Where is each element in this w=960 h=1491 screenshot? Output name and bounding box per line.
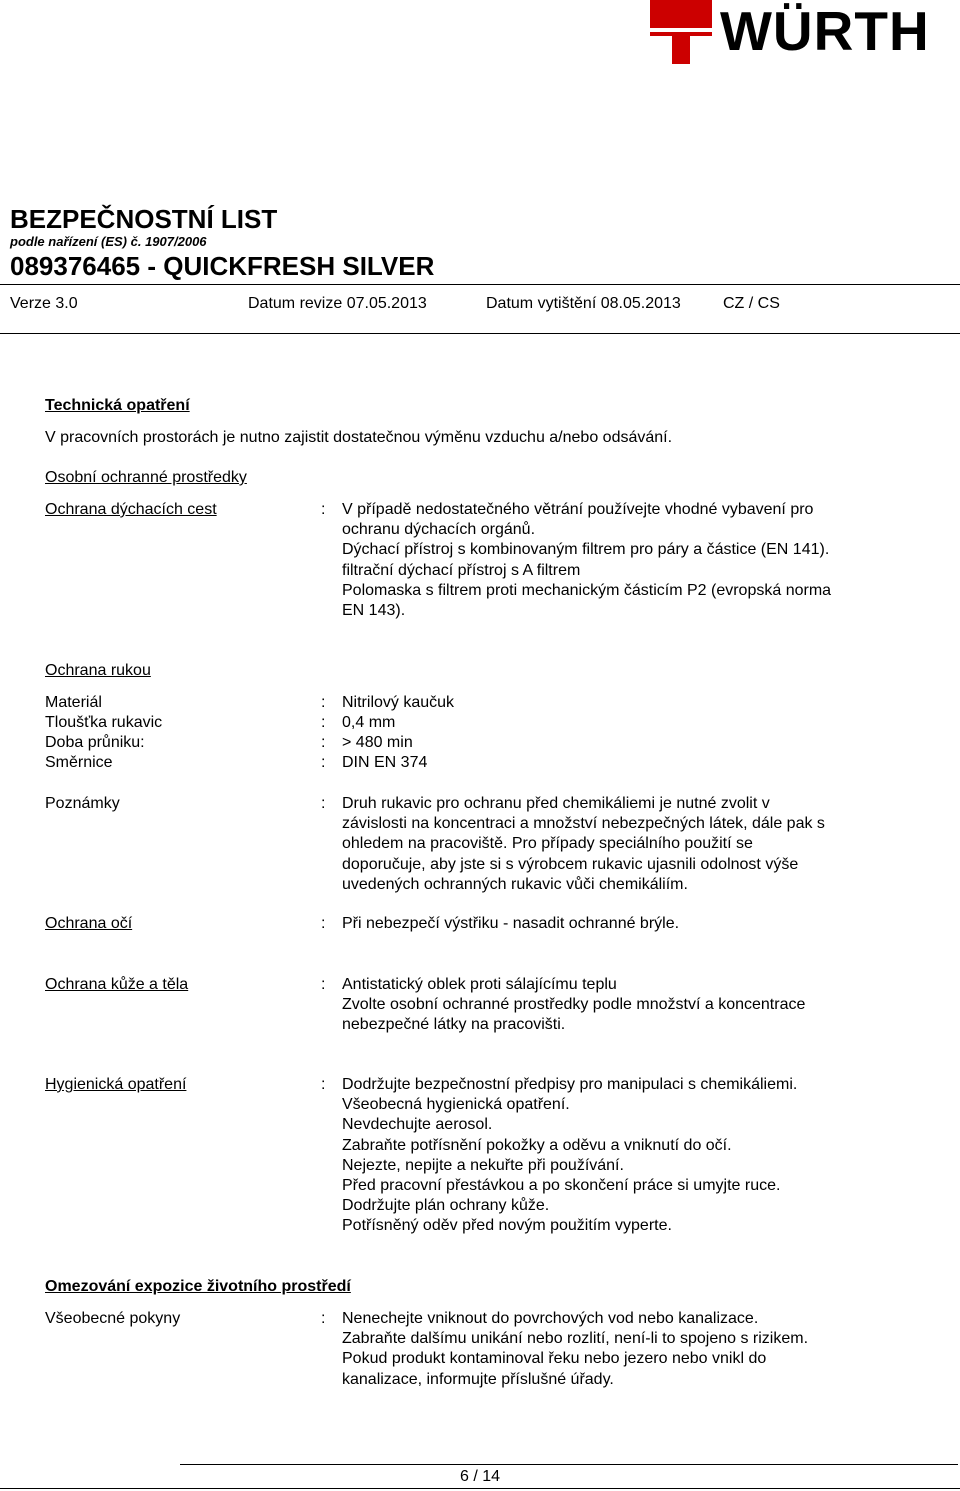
general-advice-line: Pokud produkt kontaminoval řeku nebo jezero nebo vnikl do: [342, 1350, 767, 1368]
respiratory-line: Polomaska s filtrem proti mechanickým částicím P2 (evropská norma: [342, 581, 832, 599]
glove-material-label: Materiál: [45, 694, 102, 711]
respiratory-line: ochranu dýchacích orgánů.: [342, 521, 536, 539]
skin-protection-colon: :: [321, 976, 326, 993]
respiratory-line: EN 143).: [342, 602, 406, 620]
eye-protection-value: Při nebezpečí výstřiku - nasadit ochranné brýle.: [342, 915, 680, 932]
hygiene-measures-value: [342, 1075, 942, 1237]
glove-notes-line: Druh rukavic pro ochranu před chemikáliemi je nutné zvolit v: [342, 795, 770, 812]
revision-date: Datum revize 07.05.2013: [248, 295, 427, 312]
respiratory-line: V případě nedostatečného větrání používejte vhodné vybavení pro: [342, 501, 814, 518]
ppe-heading: Osobní ochranné prostředky: [45, 469, 247, 486]
general-advice-line: Nenechejte vniknout do povrchových vod nebo kanalizace.: [342, 1310, 759, 1327]
glove-notes-value: [342, 794, 942, 895]
respiratory-protection-value: [342, 500, 942, 621]
general-advice-line: Zabraňte dalšímu unikání nebo rozlití, není-li to spojeno s rizikem.: [342, 1330, 809, 1348]
hygiene-line: Dodržujte bezpečnostní předpisy pro manipulaci s chemikáliemi.: [342, 1076, 798, 1093]
glove-notes-line: uvedených ochranných rukavic vůči chemikáliím.: [342, 875, 688, 893]
hygiene-line: Nevdechujte aerosol.: [342, 1116, 493, 1134]
directive-label: Směrnice: [45, 754, 113, 771]
hand-protection-heading: Ochrana rukou: [45, 662, 151, 679]
respiratory-protection-label: Ochrana dýchacích cest: [45, 501, 217, 518]
hygiene-line: Před pracovní přestávkou a po skončení práce si umyjte ruce.: [342, 1177, 781, 1195]
skin-protection-value: [342, 975, 942, 1036]
footer-divider-bottom: [0, 1488, 960, 1489]
glove-material-value: Nitrilový kaučuk: [342, 694, 455, 711]
glove-thickness-label: Tloušťka rukavic: [45, 714, 163, 731]
hygiene-line: Zabraňte potřísnění pokožky a oděvu a vniknutí do očí.: [342, 1136, 732, 1154]
technical-measures-heading: Technická opatření: [45, 397, 190, 414]
glove-notes-line: závislosti na koncentraci a množství nebezpečných látek, dále pak s: [342, 815, 825, 833]
directive-colon: :: [321, 754, 326, 771]
general-advice-colon: :: [321, 1310, 326, 1327]
glove-notes-label: Poznámky: [45, 795, 120, 812]
respiratory-line: Dýchací přístroj s kombinovaným filtrem pro páry a částice (EN 141).: [342, 541, 830, 559]
footer-divider: [180, 1464, 958, 1465]
wurth-logo: [650, 0, 958, 66]
locale-label: CZ / CS: [723, 295, 780, 312]
version-label: Verze 3.0: [10, 295, 78, 312]
glove-notes-line: doporučuje, aby jste si s výrobcem rukavic ujasnili odolnost výše: [342, 855, 799, 873]
glove-material-colon: :: [321, 694, 326, 711]
hygiene-measures-label: Hygienická opatření: [45, 1076, 187, 1093]
print-date: Datum vytištění 08.05.2013: [486, 295, 681, 312]
wurth-logo-mark-icon: [650, 0, 712, 64]
general-advice-value: [342, 1309, 942, 1390]
hygiene-line: Potřísněný oděv před novým použitím vyperte.: [342, 1217, 672, 1235]
hygiene-line: Všeobecná hygienická opatření.: [342, 1096, 570, 1114]
technical-measures-text: V pracovních prostorách je nutno zajistit dostatečnou výměnu vzduchu a/nebo odsávání.: [45, 429, 673, 446]
hygiene-line: Nejezte, nepijte a nekuřte při používání.: [342, 1156, 624, 1174]
eye-protection-colon: :: [321, 915, 326, 932]
skin-protection-label: Ochrana kůže a těla: [45, 976, 189, 993]
glove-notes-line: ohledem na pracoviště. Pro případy speciálního použití se: [342, 835, 753, 853]
respiratory-line: filtrační dýchací přístroj s A filtrem: [342, 561, 581, 579]
page-number: 6 / 14: [459, 1468, 501, 1485]
glove-notes-colon: :: [321, 795, 326, 812]
skin-protection-line: nebezpečné látky na pracovišti.: [342, 1016, 566, 1034]
skin-protection-line: Zvolte osobní ochranné prostředky podle množství a koncentrace: [342, 996, 806, 1014]
document-title: BEZPEČNOSTNÍ LIST: [10, 204, 278, 234]
glove-thickness-colon: :: [321, 714, 326, 731]
product-name: 089376465 - QUICKFRESH SILVER: [10, 251, 435, 281]
environmental-exposure-heading: Omezování expozice životního prostředí: [45, 1278, 351, 1295]
breakthrough-time-value: > 480 min: [342, 734, 413, 751]
header-divider-bottom: [0, 333, 960, 334]
glove-thickness-value: 0,4 mm: [342, 714, 396, 731]
regulation-reference: podle nařízení (ES) č. 1907/2006: [10, 234, 207, 249]
wurth-logo-text: WÜRTH: [720, 0, 930, 62]
header-divider-top: [0, 284, 960, 285]
eye-protection-label: Ochrana očí: [45, 915, 133, 932]
general-advice-label: Všeobecné pokyny: [45, 1310, 181, 1327]
directive-value: DIN EN 374: [342, 754, 428, 771]
breakthrough-time-colon: :: [321, 734, 326, 751]
breakthrough-time-label: Doba průniku:: [45, 734, 145, 751]
hygiene-measures-colon: :: [321, 1076, 326, 1093]
hygiene-line: Dodržujte plán ochrany kůže.: [342, 1197, 550, 1215]
skin-protection-line: Antistatický oblek proti sálajícímu teplu: [342, 976, 617, 993]
respiratory-colon: :: [321, 501, 326, 518]
general-advice-line: kanalizace, informujte příslušné úřady.: [342, 1370, 614, 1388]
